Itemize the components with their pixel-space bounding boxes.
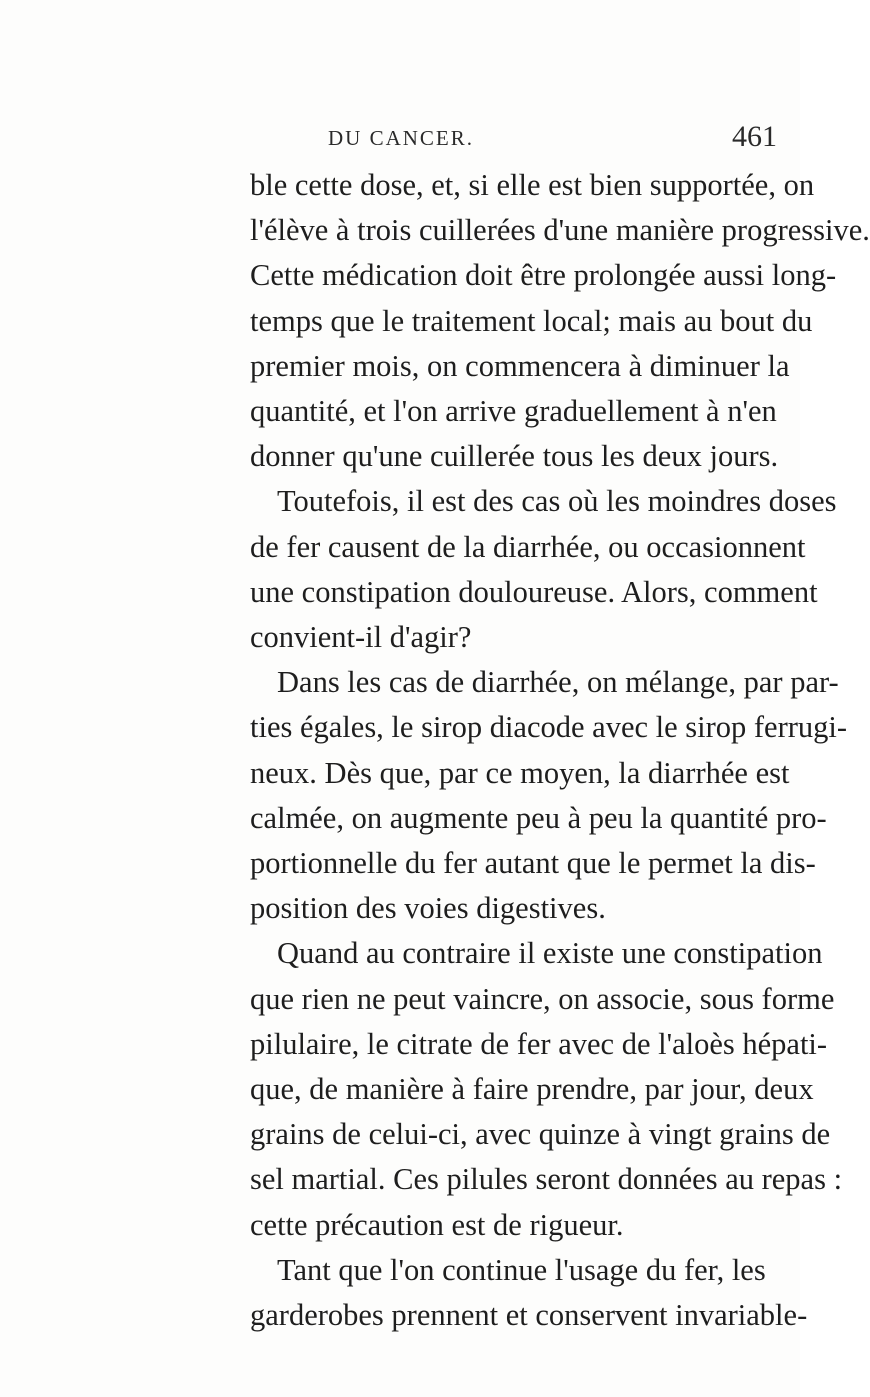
text-line: Tant que l'on continue l'usage du fer, les: [277, 1253, 766, 1287]
text-line: donner qu'une cuillerée tous les deux jours.: [250, 439, 779, 473]
text-line: ties égales, le sirop diacode avec le sirop ferrugi-: [250, 710, 848, 744]
page-header: [0, 118, 800, 158]
text-line: quantité, et l'on arrive graduellement à n'en: [250, 394, 777, 428]
text-line: neux. Dès que, par ce moyen, la diarrhée est: [250, 756, 790, 790]
text-line: convient-il d'agir?: [250, 620, 472, 654]
text-line: sel martial. Ces pilules seront données au repas :: [250, 1162, 843, 1196]
text-line: cette précaution est de rigueur.: [250, 1208, 624, 1242]
text-line: une constipation douloureuse. Alors, comment: [250, 575, 818, 609]
text-line: temps que le traitement local; mais au bout du: [250, 304, 813, 338]
text-line: de fer causent de la diarrhée, ou occasionnent: [250, 530, 806, 564]
running-head: DU CANCER.: [328, 126, 475, 150]
text-line: position des voies digestives.: [250, 891, 606, 925]
text-line: calmée, on augmente peu à peu la quantité pro-: [250, 801, 827, 835]
page-number: 461: [732, 120, 777, 153]
text-line: que rien ne peut vaincre, on associe, sous forme: [250, 982, 835, 1016]
text-line: Quand au contraire il existe une constipation: [277, 936, 823, 970]
text-line: pilulaire, le citrate de fer avec de l'aloès hépati-: [250, 1027, 828, 1061]
text-line: que, de manière à faire prendre, par jour, deux: [250, 1072, 814, 1106]
text-line: ble cette dose, et, si elle est bien supportée, on: [250, 168, 815, 202]
text-line: Cette médication doit être prolongée aussi long-: [250, 258, 837, 292]
text-line: garderobes prennent et conservent invariable-: [250, 1298, 808, 1332]
text-line: Toutefois, il est des cas où les moindres doses: [277, 484, 837, 518]
text-line: Dans les cas de diarrhée, on mélange, par par-: [277, 665, 839, 699]
text-line: premier mois, on commencera à diminuer la: [250, 349, 790, 383]
text-line: l'élève à trois cuillerées d'une manière progressive.: [250, 213, 870, 247]
text-line: portionnelle du fer autant que le permet la dis-: [250, 846, 816, 880]
text-line: grains de celui-ci, avec quinze à vingt grains de: [250, 1117, 831, 1151]
